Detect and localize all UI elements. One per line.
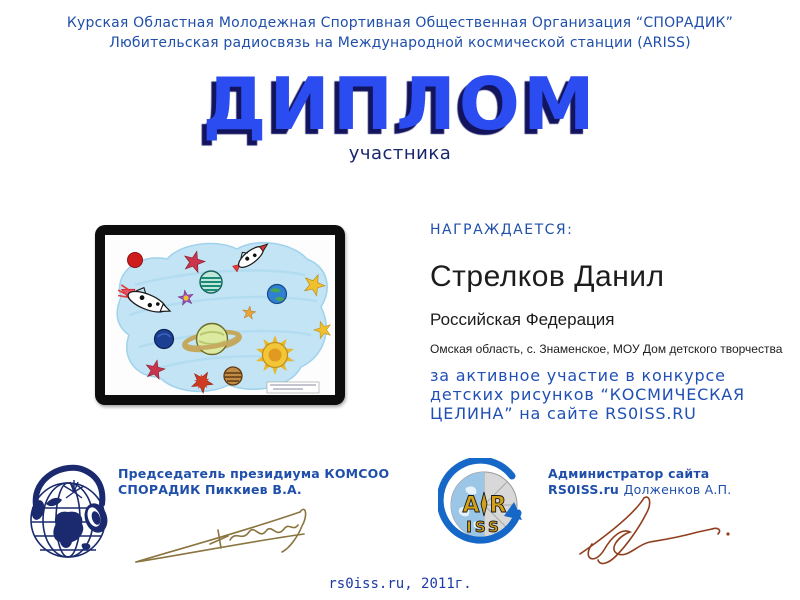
- ariss-letter-r: R: [489, 493, 507, 518]
- drawing-caption-box: [267, 382, 319, 393]
- footer-site-year: rs0iss.ru, 2011г.: [328, 576, 472, 592]
- left-signature-caption: [118, 466, 389, 498]
- award-reason: за активное участие в конкурсе детских рисунков “КОСМИЧЕСКАЯ ЦЕЛИНА” на сайте RS0ISS.RU: [430, 366, 745, 423]
- page-subtitle: участника: [348, 143, 452, 164]
- child-space-drawing: [105, 235, 335, 395]
- org-header: [0, 13, 800, 53]
- ariss-letters-iss: ISS: [466, 518, 502, 536]
- drawing-frame: [95, 225, 345, 405]
- earth-planet-icon: [268, 285, 287, 304]
- ariss-logo-icon: [438, 458, 528, 556]
- left-signature-icon: [132, 496, 327, 572]
- org-header-line1: Курская Областная Молодежная Спортивная Общественная Организация “СПОРАДИК”: [66, 15, 734, 31]
- award-label: НАГРАЖДАЕТСЯ:: [430, 222, 574, 238]
- blue-planet-icon: [155, 330, 174, 349]
- sporadik-globe-logo-icon: [26, 460, 112, 568]
- red-planet-icon: [128, 253, 143, 268]
- right-role: Администратор сайта: [548, 466, 710, 481]
- awardee-location: Омская область, с. Знаменское, МОУ Дом детского творчества: [430, 342, 783, 356]
- headphone-band: [36, 468, 103, 506]
- left-role: Председатель президиума КОМСОО: [118, 466, 390, 481]
- org-header-line2: Любительская радиосвязь на Международной космической станции (ARISS): [109, 35, 691, 51]
- left-name: СПОРАДИК Пиккиев В.А.: [118, 482, 302, 497]
- awardee-name: Стрелков Данил: [430, 260, 665, 293]
- right-signature-icon: [562, 492, 747, 574]
- right-site: RS0ISS.ru: [548, 482, 620, 497]
- star-center: [183, 295, 188, 300]
- nebula-cloud: [117, 243, 327, 392]
- page-title: ДИПЛОМ: [202, 62, 598, 146]
- brown-planet-icon: [224, 367, 242, 385]
- award-block: [430, 222, 783, 424]
- striped-planet-icon: [200, 271, 222, 293]
- ariss-letter-a: A: [462, 493, 480, 518]
- right-name: Долженков А.П.: [623, 482, 732, 497]
- awardee-country: Российская Федерация: [430, 310, 615, 329]
